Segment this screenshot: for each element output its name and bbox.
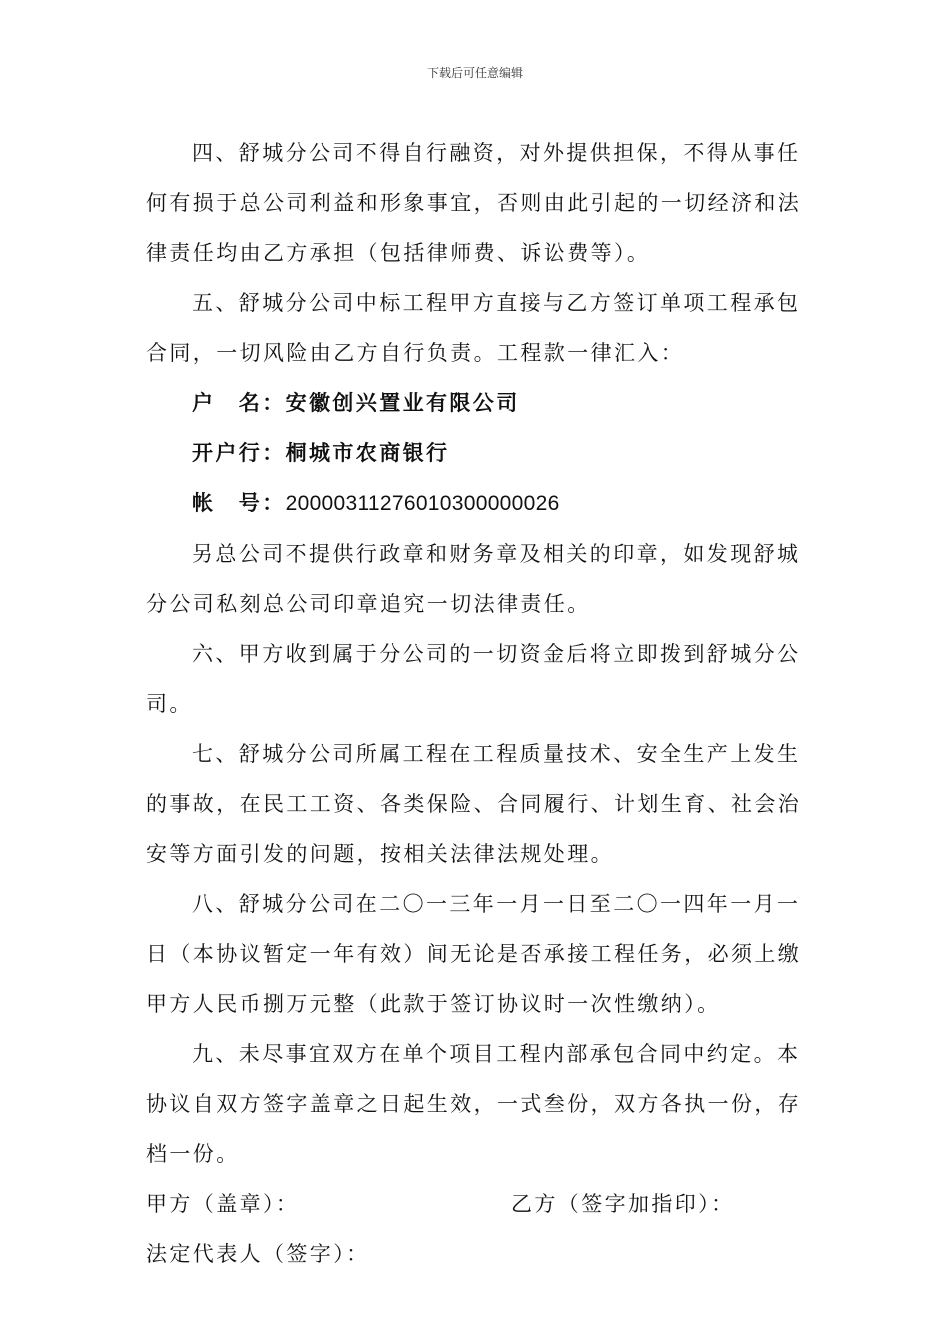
clause-4: 四、舒城分公司不得自行融资，对外提供担保，不得从事任何有损于总公司利益和形象事宜，否则由此引起的一切经济和法律责任均由乙方承担（包括律师费、诉讼费等）。 (146, 141, 802, 265)
clause-9: 九、未尽事宜双方在单个项目工程内部承包合同中约定。本协议自双方签字盖章之日起生效，一式叁份，双方各执一份，存档一份。 (146, 1042, 802, 1166)
account-number-value: 20000311276010300000026 (285, 492, 560, 515)
clause-5: 五、舒城分公司中标工程甲方直接与乙方签订单项工程承包合同，一切风险由乙方自行负责。工程款一律汇入： (146, 291, 801, 365)
bank-line (146, 428, 806, 478)
bank-value: 桐城市农商银行 (285, 441, 450, 465)
legal-representative-signature: 法定代表人（签字）： (146, 1242, 370, 1266)
account-name-label: 户 名： (192, 391, 286, 415)
page-header: 下载后可任意编辑 (426, 66, 523, 80)
seal-clause: 另总公司不提供行政章和财务章及相关的印章，如发现舒城分公司私刻总公司印章追究一切法律责任。 (146, 542, 801, 616)
party-b-signature: 乙方（签字加指印）： (511, 1192, 735, 1216)
account-number-line (146, 478, 806, 529)
clause-7: 七、舒城分公司所属工程在工程质量技术、安全生产上发生的事故，在民工工资、各类保险、合同履行、计划生育、社会治安等方面引发的问题，按相关法律法规处理。 (146, 742, 802, 866)
account-name-line (146, 378, 806, 428)
account-name-value: 安徽创兴置业有限公司 (285, 391, 520, 415)
account-number-label: 帐 号： (192, 491, 286, 515)
party-a-signature: 甲方（盖章）： (146, 1192, 300, 1216)
clause-6: 六、甲方收到属于分公司的一切资金后将立即拨到舒城分公司。 (146, 642, 801, 716)
bank-label: 开户行： (192, 441, 286, 465)
clause-8: 八、舒城分公司在二〇一三年一月一日至二〇一四年一月一日（本协议暂定一年有效）间无论是否承接工程任务，必须上缴甲方人民币捌万元整（此款于签订协议时一次性缴纳）。 (146, 892, 802, 1016)
signature-row (146, 1179, 806, 1229)
document-body (146, 128, 806, 1279)
